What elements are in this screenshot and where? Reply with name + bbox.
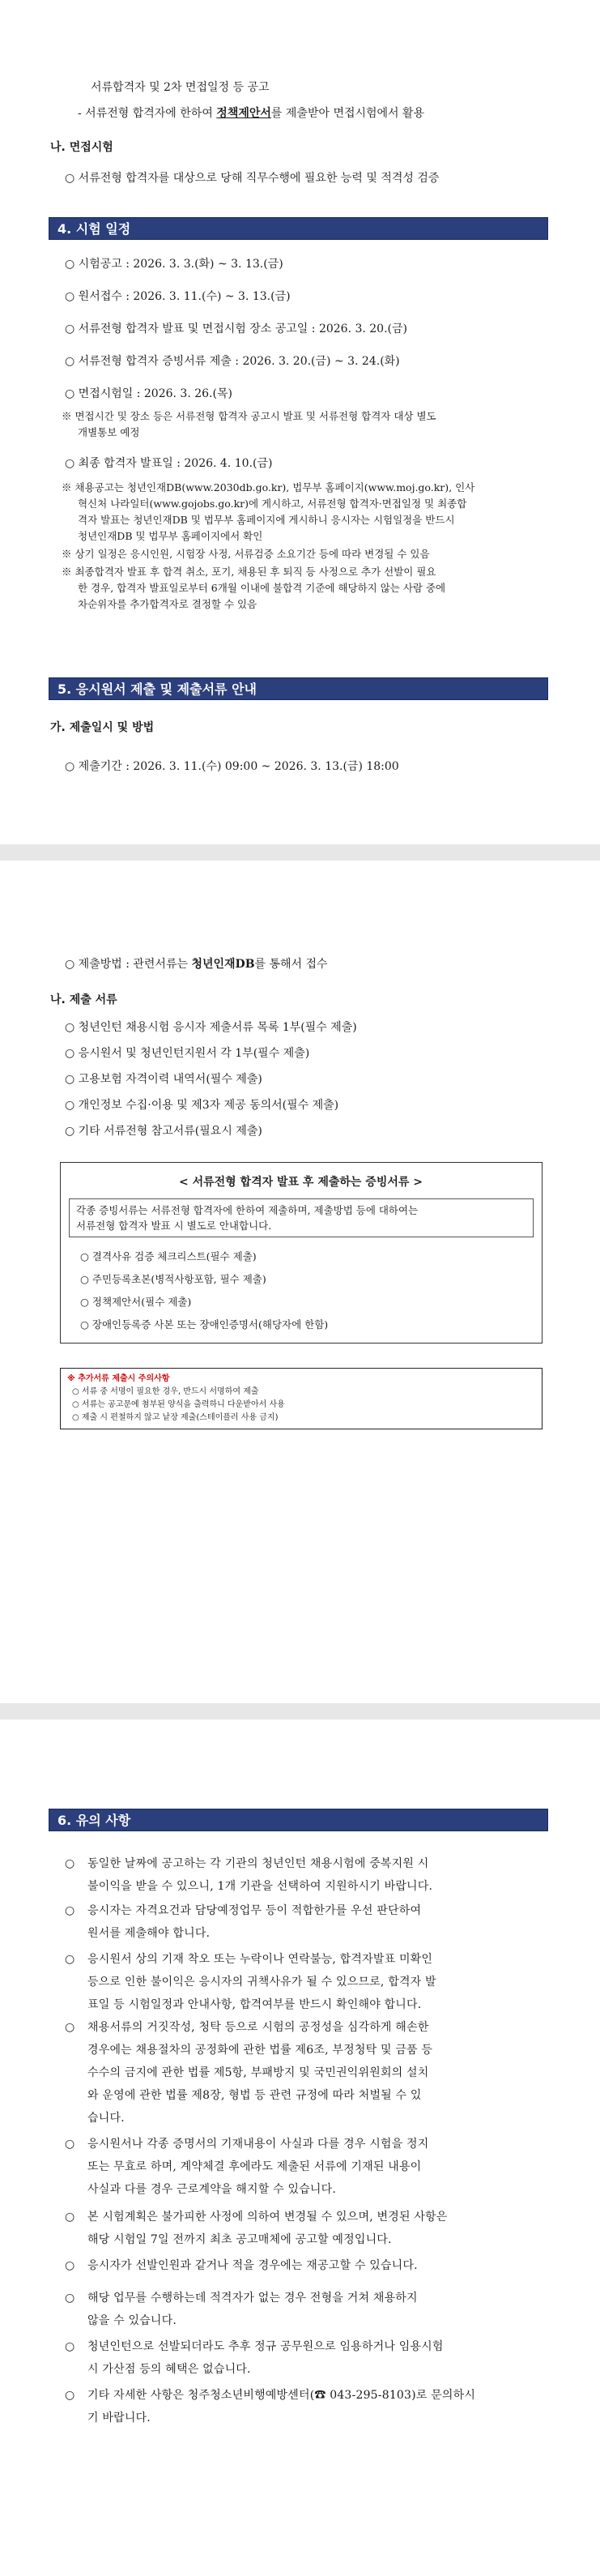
note-line: 청년인재DB 및 법무부 홈페이지에서 확인	[78, 530, 263, 542]
notice-line: 원서를 제출해야 합니다.	[87, 1927, 211, 1940]
caution-item: ○ 서류 중 서명이 필요한 경우, 반드시 서명하여 제출	[72, 1387, 259, 1396]
evidence-box-title: < 서류전형 합격자 발표 후 제출하는 증빙서류 >	[178, 1176, 423, 1189]
page-2	[0, 861, 600, 1703]
note-line: ※ 채용공고는 청년인재DB(www.2030db.go.kr), 법무부 홈페이지(www.moj.go.kr), 인사	[62, 481, 475, 493]
notice-line: 기 바랍니다.	[87, 2412, 151, 2424]
note-line: ※ 최종합격자 발표 후 합격 취소, 포기, 채용된 후 퇴직 등 사정으로 추가 선발이 필요	[62, 566, 436, 578]
intro-line-1: 서류합격자 및 2차 면접일정 등 공고	[91, 81, 270, 94]
intro-line-2	[78, 105, 424, 122]
notice-line: 수수의 금지에 관한 법률 제5항, 부패방지 및 국민권익위원회의 설치	[87, 2066, 429, 2079]
caution-item: ○ 제출 시 편철하지 않고 낱장 제출(스테이플러 사용 금지)	[72, 1413, 279, 1422]
schedule-item: ○ 서류전형 합격자 발표 및 면접시험 장소 공고일 : 2026. 3. 20.(금)	[65, 323, 407, 335]
notice-line: 습니다.	[87, 2112, 125, 2125]
notice-line: 와 운영에 관한 법률 제8장, 형법 등 관련 규정에 따라 처벌될 수 있	[87, 2089, 422, 2102]
notice-line: 표일 등 시험일정과 안내사항, 합격여부를 반드시 확인해야 합니다.	[87, 1998, 422, 2011]
notice-line: 동일한 날짜에 공고하는 각 기관의 청년인턴 채용시험에 중복지원 시	[87, 1857, 429, 1870]
notice-line: 불이익을 받을 수 있으니, 1개 기관을 선택하여 지원하시기 바랍니다.	[87, 1880, 433, 1893]
notice-bullet: ○	[65, 1857, 75, 1870]
notice-line: 등으로 인한 불이익은 응시자의 귀책사유가 될 수 있으므로, 합격자 발	[87, 1976, 436, 1989]
caution-item: ○ 서류는 공고문에 첨부된 양식을 출력하니 다운받아서 사용	[72, 1400, 285, 1409]
notice-bullet: ○	[65, 2292, 75, 2305]
intro-line-2-bold: 정책제안서	[216, 107, 271, 120]
notice-line: 본 시험계획은 불가피한 사정에 의하여 변경될 수 있으며, 변경된 사항은	[87, 2211, 448, 2224]
intro-line-2-pre: - 서류전형 합격자에 한하여	[78, 107, 217, 120]
interview-item: ○ 서류전형 합격자를 대상으로 당해 직무수행에 필요한 능력 및 적격성 검증	[65, 172, 440, 185]
subhead-docs: 나. 제출 서류	[50, 993, 117, 1006]
notice-line: 기타 자세한 사항은 청주청소년비행예방센터(☎ 043-295-8103)로 문의하시	[87, 2389, 476, 2402]
doc-item: ○ 응시원서 및 청년인턴지원서 각 1부(필수 제출)	[65, 1047, 310, 1060]
note-interview-1: ※ 면접시간 및 장소 등은 서류전형 합격자 공고시 발표 및 서류전형 합격자 대상 별도	[62, 410, 436, 422]
notice-line: 채용서류의 거짓작성, 청탁 등으로 시험의 공정성을 심각하게 해손한	[87, 2021, 429, 2034]
evidence-box	[60, 1162, 543, 1344]
schedule-item: ○ 면접시험일 : 2026. 3. 26.(목)	[65, 387, 232, 400]
notice-line: 경우에는 채용절차의 공정화에 관한 법률 제6조, 부정청탁 및 금품 등	[87, 2044, 433, 2057]
section-6-title: 6. 유의 사항	[49, 1809, 548, 1831]
notice-line: 않을 수 있습니다.	[87, 2314, 177, 2327]
notice-bullet: ○	[65, 1953, 75, 1966]
evidence-item: ○ 주민등록초본(병적사항포함, 필수 제출)	[80, 1273, 266, 1285]
notice-line: 시 가산점 등의 혜택은 없습니다.	[87, 2363, 251, 2376]
note-line: 혁신처 나라일터(www.gojobs.go.kr)에 게시하고, 서류전형 합격자·면접일정 및 최종합	[78, 498, 467, 510]
note-line: ※ 상기 일정은 응시인원, 시험장 사정, 서류검증 소요기간 등에 따라 변경될 수 있음	[62, 548, 430, 560]
subhead-submit: 가. 제출일시 및 방법	[50, 721, 155, 734]
evidence-desc-line: 서류전형 합격자 발표 시 별도로 안내합니다.	[76, 1220, 272, 1232]
notice-bullet: ○	[65, 2138, 75, 2151]
evidence-item: ○ 결격사유 검증 체크리스트(필수 제출)	[80, 1250, 257, 1262]
evidence-desc-box	[69, 1198, 534, 1237]
page-1	[0, 0, 600, 844]
intro-line-2-post: 를 제출받아 면접시험에서 활용	[270, 107, 425, 120]
evidence-desc-line: 각종 증빙서류는 서류전형 합격자에 한하여 제출하며, 제출방법 등에 대하여는	[76, 1204, 419, 1216]
subhead-interview: 나. 면접시험	[50, 141, 113, 154]
section-4-title: 4. 시험 일정	[49, 217, 548, 240]
notice-line: 해당 시험일 7일 전까지 최초 공고매체에 공고할 예정입니다.	[87, 2233, 392, 2246]
note-interview-2: 개별통보 예정	[78, 426, 140, 438]
schedule-item: ○ 원서접수 : 2026. 3. 11.(수) ~ 3. 13.(금)	[65, 290, 291, 303]
notice-bullet: ○	[65, 2389, 75, 2402]
caution-box	[60, 1368, 543, 1429]
notice-line: 응시원서 상의 기재 착오 또는 누락이나 연락불능, 합격자발표 미확인	[87, 1953, 433, 1966]
notice-bullet: ○	[65, 2259, 75, 2272]
schedule-item: ○ 시험공고 : 2026. 3. 3.(화) ~ 3. 13.(금)	[65, 258, 283, 271]
note-line: 한 경우, 합격자 발표일로부터 6개월 이내에 불합격 기준에 해당하지 않는 사람 중에	[78, 582, 446, 594]
schedule-item: ○ 서류전형 합격자 증빙서류 제출 : 2026. 3. 20.(금) ~ 3. 24.(화)	[65, 355, 400, 368]
doc-item: ○ 기타 서류전형 참고서류(필요시 제출)	[65, 1125, 262, 1138]
submit-method-post: 를 통해서 접수	[254, 958, 328, 971]
notice-line: 사실과 다를 경우 근로계약을 해지할 수 있습니다.	[87, 2183, 337, 2196]
notice-line: 응시원서나 각종 증명서의 기재내용이 사실과 다를 경우 시험을 정지	[87, 2138, 429, 2151]
notice-line: 응시자가 선발인원과 같거나 적을 경우에는 재공고할 수 있습니다.	[87, 2259, 418, 2272]
doc-item: ○ 고용보험 자격이력 내역서(필수 제출)	[65, 1073, 262, 1086]
final-announce: ○ 최종 합격자 발표일 : 2026. 4. 10.(금)	[65, 457, 273, 470]
evidence-item: ○ 장애인등록증 사본 또는 장애인증명서(해당자에 한함)	[80, 1318, 329, 1331]
page-3	[0, 1719, 600, 2576]
notice-line: 청년인턴으로 선발되더라도 추후 정규 공무원으로 임용하거나 임용시험	[87, 2340, 444, 2353]
doc-item: ○ 개인정보 수집·이용 및 제3자 제공 동의서(필수 제출)	[65, 1099, 339, 1112]
submit-method-pre: ○ 제출방법 : 관련서류는	[65, 958, 192, 971]
note-line: 격자 발표는 청년인재DB 및 법무부 홈페이지에 게시하니 응시자는 시험일정을 반드시	[78, 514, 455, 526]
notice-bullet: ○	[65, 2211, 75, 2224]
submit-method-bold: 청년인재DB	[191, 958, 255, 971]
note-line: 차순위자를 추가합격자로 결정할 수 있음	[78, 598, 257, 610]
section-5-title: 5. 응시원서 제출 및 제출서류 안내	[49, 677, 548, 700]
notice-bullet: ○	[65, 2340, 75, 2353]
evidence-item: ○ 정책제안서(필수 제출)	[80, 1296, 192, 1308]
notice-line: 또는 무효로 하며, 계약체결 후에라도 제출된 서류에 기재된 내용이	[87, 2160, 422, 2173]
notice-line: 응시자는 자격요건과 담당예정업무 등이 적합한가를 우선 판단하여	[87, 1904, 422, 1917]
page-separator	[0, 1703, 600, 1719]
notice-line: 해당 업무를 수행하는데 적격자가 없는 경우 전형을 거쳐 채용하지	[87, 2292, 418, 2305]
notice-bullet: ○	[65, 2021, 75, 2034]
notice-bullet: ○	[65, 1904, 75, 1917]
doc-item: ○ 청년인턴 채용시험 응시자 제출서류 목록 1부(필수 제출)	[65, 1021, 357, 1034]
page-separator	[0, 844, 600, 861]
submit-period: ○ 제출기간 : 2026. 3. 11.(수) 09:00 ~ 2026. 3. 13.(금) 18:00	[65, 760, 399, 773]
submit-method	[65, 956, 328, 972]
caution-title: ※ 추가서류 제출시 주의사항	[67, 1374, 170, 1383]
